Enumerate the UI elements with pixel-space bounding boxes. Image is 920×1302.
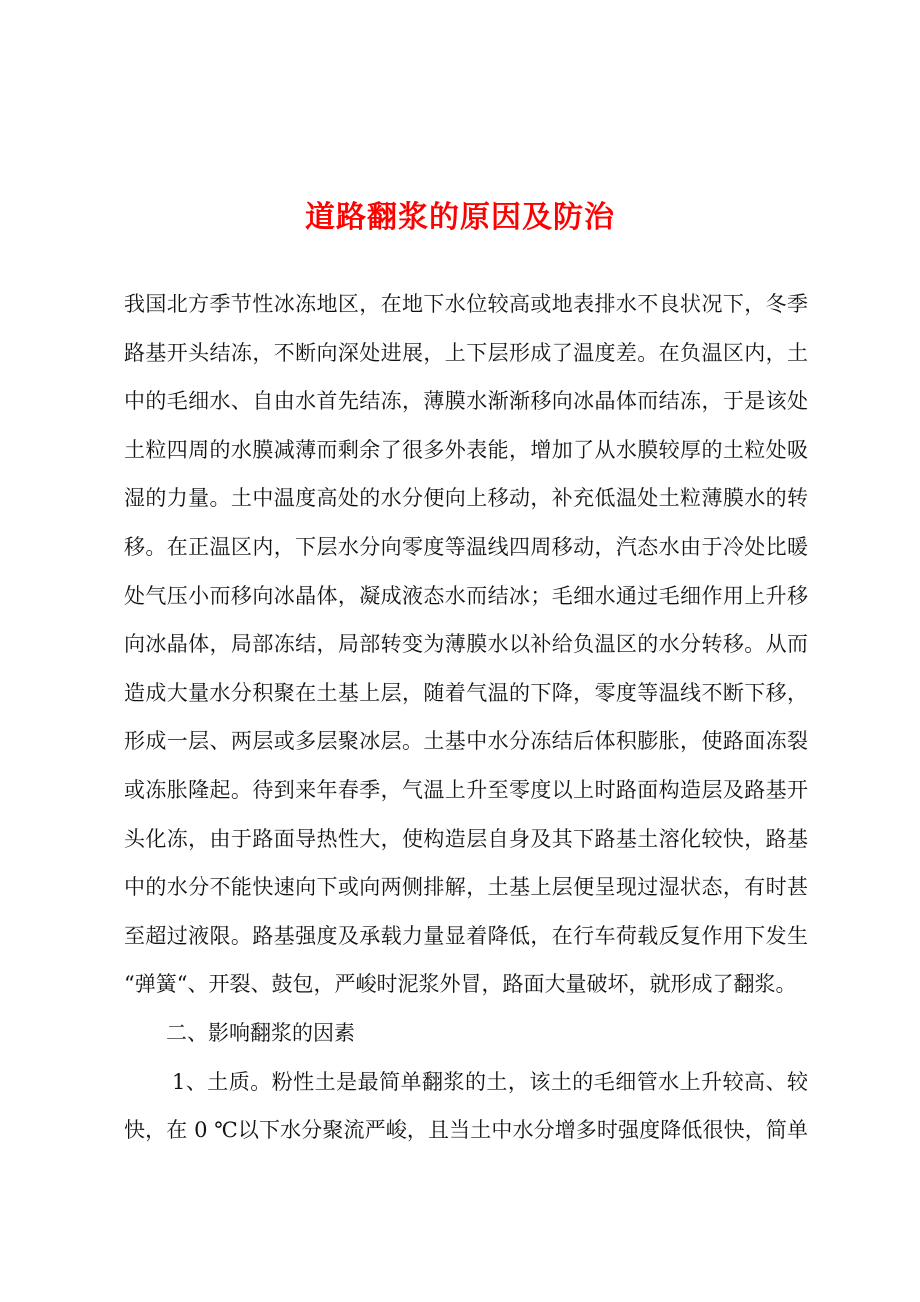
paragraph-line: 形成一层、两层或多层聚冰层。土基中水分冻结后体积膨胀，使路面冻裂 xyxy=(124,729,808,754)
paragraph-line: 1、土质。粉性土是最简单翻浆的土，该土的毛细管水上升较高、较 xyxy=(172,1069,808,1094)
document-body xyxy=(124,280,808,1155)
section-heading: 二、影响翻浆的因素 xyxy=(166,1020,355,1045)
paragraph-line: 路基开头结冻，不断向深处进展，上下层形成了温度差。在负温区内，土 xyxy=(124,340,808,365)
paragraph-line: 快，在 0 ℃以下水分聚流严峻，且当土中水分增多时强度降低很快，简单 xyxy=(124,1118,808,1143)
paragraph-line: 向冰晶体，局部冻结，局部转变为薄膜水以补给负温区的水分转移。从而 xyxy=(124,632,808,657)
paragraph-line: 湿的力量。土中温度高处的水分便向上移动，补充低温处土粒薄膜水的转 xyxy=(124,486,808,511)
paragraph-line: 中的水分不能快速向下或向两侧排解，土基上层便呈现过湿状态，有时甚 xyxy=(124,875,808,900)
paragraph-line: “弹簧“、开裂、鼓包，严峻时泥浆外冒，路面大量破坏，就形成了翻浆。 xyxy=(124,972,797,997)
paragraph-line: 移。在正温区内，下层水分向零度等温线四周移动，汽态水由于冷处比暖 xyxy=(124,534,808,559)
paragraph-line: 处气压小而移向冰晶体，凝成液态水而结冰；毛细水通过毛细作用上升移 xyxy=(124,583,808,608)
paragraph-line: 造成大量水分积聚在土基上层，随着气温的下降，零度等温线不断下移， xyxy=(124,680,808,705)
paragraph-line: 中的毛细水、自由水首先结冻，薄膜水渐渐移向冰晶体而结冻，于是该处 xyxy=(124,389,808,414)
paragraph-line: 头化冻，由于路面导热性大，使构造层自身及其下路基土溶化较快，路基 xyxy=(124,826,808,851)
paragraph-line: 土粒四周的水膜减薄而剩余了很多外表能，增加了从水膜较厚的土粒处吸 xyxy=(124,437,808,462)
paragraph-line: 或冻胀隆起。待到来年春季，气温上升至零度以上时路面构造层及路基开 xyxy=(124,777,808,802)
paragraph-line: 至超过液限。路基强度及承载力量显着降低，在行车荷载反复作用下发生 xyxy=(124,923,808,948)
paragraph-line: 我国北方季节性冰冻地区，在地下水位较高或地表排水不良状况下，冬季 xyxy=(124,292,808,316)
document-title: 道路翻浆的原因及防治 xyxy=(305,200,615,235)
